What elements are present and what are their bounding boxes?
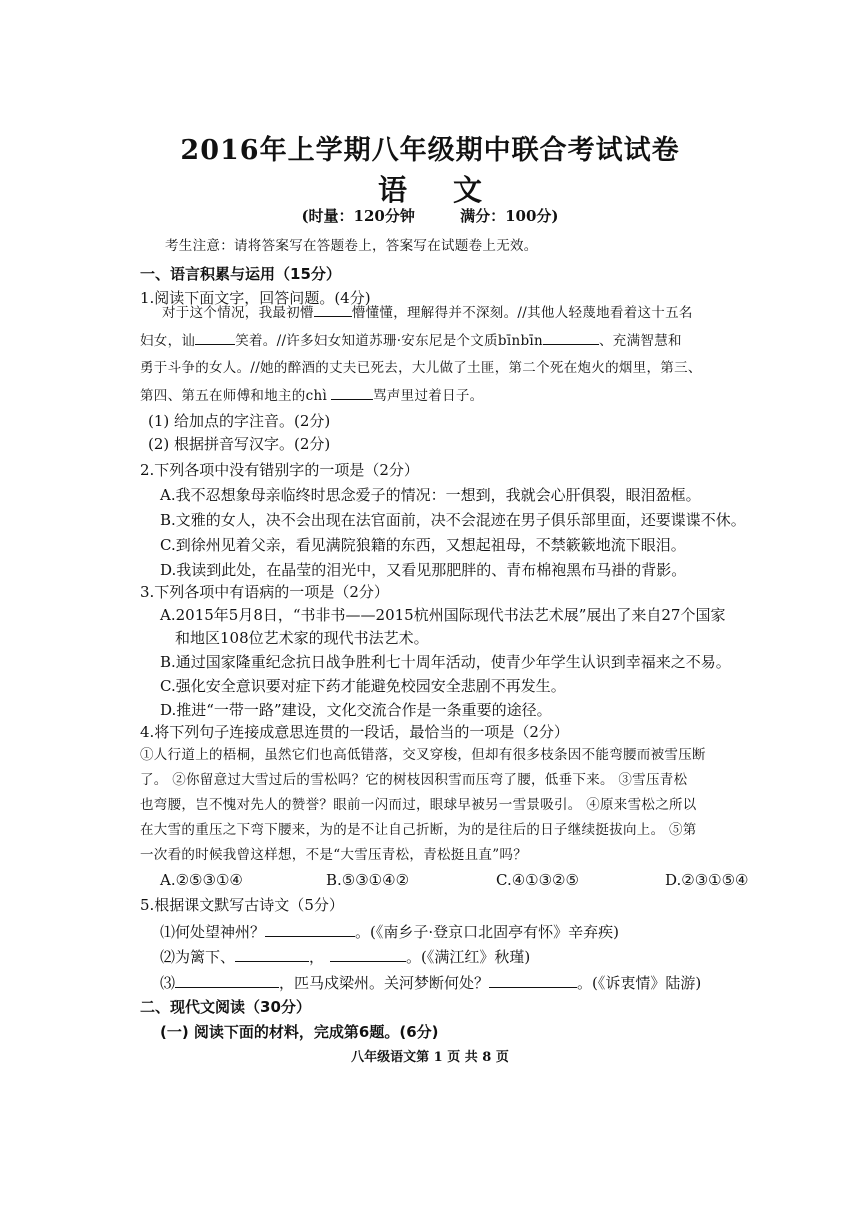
section2-heading: 二、现代文阅读（30分）	[140, 998, 311, 1016]
q5-line-1: ⑴何处望神州？ 。(《南乡子·登京口北固亭有怀》辛弃疾)	[160, 923, 619, 941]
q3-title: 3.下列各项中有语病的一项是（2分）	[140, 583, 389, 601]
q1-passage-line-3: 勇于斗争的女人。//她的醉酒的丈夫已死去，大儿做了土匪，第二个死在炮火的烟里，第三、	[140, 360, 702, 376]
q4-line-1: ①人行道上的梧桐，虽然它们也高低错落，交叉穿梭，但却有很多枝条因不能弯腰而被雪压断	[140, 747, 706, 763]
exam-score: 满分：100分)	[460, 207, 559, 225]
q5-line-2: ⑵为篱下、 ， 。(《满江红》秋瑾)	[160, 948, 531, 966]
q4-option-d: D.②③①⑤④	[665, 871, 749, 889]
q4-option-a: A.②⑤③①④	[160, 871, 243, 889]
page-footer: 八年级语文第 1 页 共 8 页	[351, 1050, 509, 1065]
q4-line-5: 一次看的时候我曾这样想，不是“大雪压青松，青松挺且直”吗？	[140, 847, 528, 863]
section1-heading: 一、语言积累与运用（15分）	[140, 265, 341, 283]
q2-title: 2.下列各项中没有错别字的一项是（2分）	[140, 461, 419, 479]
q1-sub2: (2) 根据拼音写汉字。(2分)	[148, 435, 331, 453]
subject-title: 语文	[377, 173, 528, 207]
q4-title: 4.将下列句子连接成意思连贯的一段话，最恰当的一项是（2分）	[140, 723, 569, 741]
q1-title: 1.阅读下面文字，回答问题。(4分)	[140, 289, 371, 307]
q2-option-c: C.到徐州见着父亲，看见满院狼籍的东西，又想起祖母，不禁簌簌地流下眼泪。	[160, 536, 686, 554]
q3-option-a2: 和地区108位艺术家的现代书法艺术。	[175, 629, 429, 647]
q2-option-a: A.我不忍想象母亲临终时思念爱子的情况：一想到，我就会心肝俱裂，眼泪盈框。	[160, 486, 701, 504]
q5-title: 5.根据课文默写古诗文（5分）	[140, 896, 344, 914]
candidate-notice: 考生注意：请将答案写在答题卷上，答案写在试题卷上无效。	[165, 238, 538, 254]
q4-option-b: B.⑤③①④②	[326, 871, 410, 889]
section2-sub: (一) 阅读下面的材料，完成第6题。(6分)	[160, 1023, 439, 1041]
q5-blank-3	[330, 947, 406, 962]
q1-sub1: (1) 给加点的字注音。(2分)	[148, 412, 331, 430]
blank-4	[331, 385, 373, 400]
q1-passage-line-4: 第四、第五在师傅和地主的chì 骂声里过着日子。	[140, 385, 483, 406]
q4-line-2: 了。 ②你留意过大雪过后的雪松吗？它的树枝因积雪而压弯了腰，低垂下来。 ③雪压青松	[140, 772, 688, 788]
q3-option-a1: A.2015年5月8日，“书非书——2015杭州国际现代书法艺术展”展出了来自27个国家	[160, 606, 726, 624]
exam-title: 2016年上学期八年级期中联合考试试卷	[180, 135, 680, 166]
q3-option-c: C.强化安全意识要对症下药才能避免校园安全悲剧不再发生。	[160, 677, 566, 695]
q1-passage-line-1: 对于这个情况，我最初懵 懵懂懂，理解得并不深刻。//其他人轻蔑地看着这十五名	[162, 302, 693, 323]
q5-blank-1	[265, 922, 355, 937]
q4-line-4: 在大雪的重压之下弯下腰来，为的是不让自己折断，为的是往后的日子继续挺拔向上。 ⑤第	[140, 822, 697, 838]
blank-3	[543, 330, 599, 345]
q4-option-c: C.④①③②⑤	[496, 871, 579, 889]
q5-line-3: ⑶ ，匹马戍梁州。关河梦断何处？ 。(《诉衷情》陆游)	[160, 974, 702, 992]
q2-option-b: B.文雅的女人，决不会出现在法官面前，决不会混迹在男子俱乐部里面，还要谍谍不休。	[160, 511, 746, 529]
q1-passage-line-2: 妇女，讪 笑着。//许多妇女知道苏珊·安东尼是个文质bīnbīn 、充满智慧和	[140, 330, 682, 351]
q3-option-d: D.推进“一带一路”建设，文化交流合作是一条重要的途径。	[160, 701, 552, 719]
q4-line-3: 也弯腰，岂不愧对先人的赞誉？眼前一闪而过，眼球早被另一雪景吸引。 ④原来雪松之所以	[140, 797, 697, 813]
blank-1	[314, 302, 352, 317]
q5-blank-5	[489, 973, 577, 988]
exam-time: (时量：120分钟	[301, 207, 415, 225]
time-score-line	[0, 205, 860, 226]
q2-option-d: D.我读到此处，在晶莹的泪光中，又看见那肥胖的、青布棉袍黑布马褂的背影。	[160, 561, 687, 579]
q3-option-b: B.通过国家隆重纪念抗日战争胜利七十周年活动，使青少年学生认识到幸福来之不易。	[160, 653, 731, 671]
q5-blank-4	[175, 973, 279, 988]
q5-blank-2	[235, 947, 309, 962]
blank-2	[195, 330, 235, 345]
